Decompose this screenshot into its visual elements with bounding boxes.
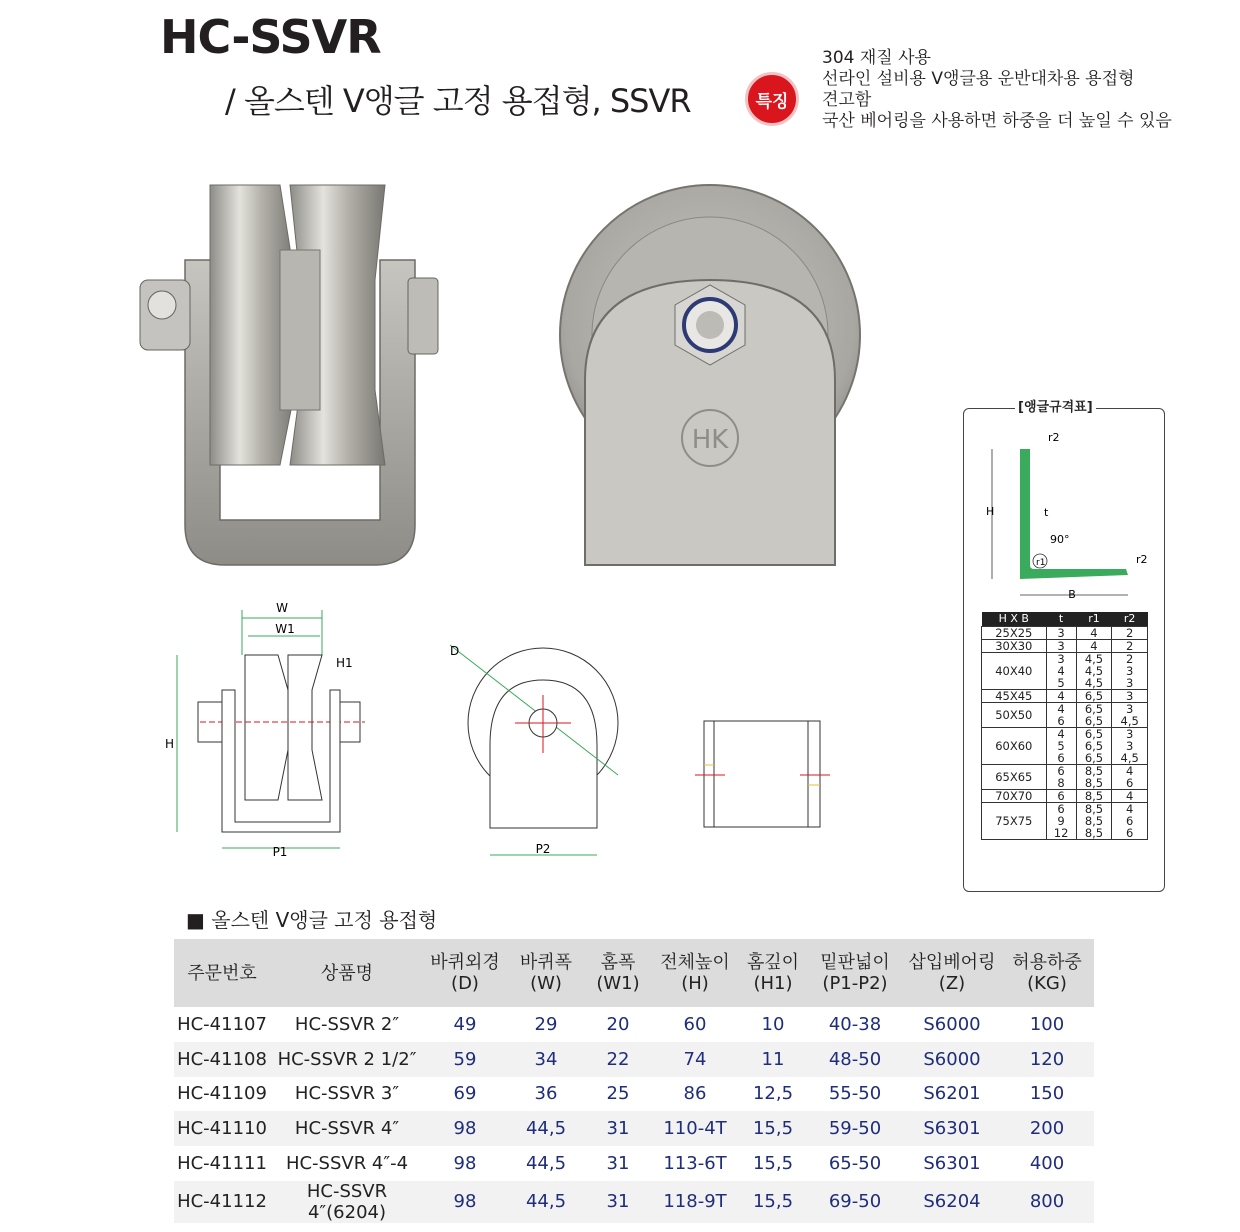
spec-r2-value: 3: [1125, 702, 1134, 716]
value-cell: 31: [586, 1181, 650, 1223]
spec-row: [982, 765, 1148, 790]
column-header-label: 밑판넓이: [820, 952, 890, 973]
value-cell: 15,5: [740, 1111, 806, 1146]
spec-size-cell: 70X70: [982, 790, 1047, 803]
spec-size-cell: 25X25: [982, 627, 1047, 640]
value-cell: 74: [650, 1042, 740, 1077]
spec-r1-value: 6,5: [1084, 689, 1104, 703]
table-row: [174, 1042, 1094, 1077]
product-name-cell: HC-SSVR 4″(6204): [270, 1181, 424, 1223]
column-header-label: 홈폭: [600, 952, 636, 973]
spec-r1-cell: [1076, 640, 1112, 653]
spec-r2-value: 2: [1125, 652, 1134, 666]
spec-r2-value: 4,5: [1120, 751, 1139, 765]
spec-t-cell: [1046, 653, 1076, 690]
column-header: [740, 939, 806, 1007]
angle-spec-title: [앵글규격표]: [1015, 396, 1096, 415]
table-row: [174, 1146, 1094, 1181]
spec-r1-cell: [1076, 653, 1112, 690]
product-name-cell: HC-SSVR 2 1/2″: [270, 1042, 424, 1077]
value-cell: 200: [1000, 1111, 1094, 1146]
angle-b-label: B: [1068, 588, 1076, 601]
order-code-cell: HC-41111: [177, 1153, 267, 1175]
angle-t-label: t: [1044, 506, 1049, 519]
value-cell: 60: [683, 1013, 707, 1035]
spec-r2-cell: [1112, 765, 1148, 790]
value-cell: 48-50: [806, 1042, 904, 1077]
spec-r2-value: 6: [1125, 776, 1134, 790]
spec-r2-value: 2: [1125, 626, 1134, 640]
value-cell: 29: [534, 1013, 558, 1035]
value-cell: 55-50: [828, 1083, 882, 1105]
value-cell: 44,5: [506, 1111, 586, 1146]
dim-w1-label: W1: [275, 622, 295, 636]
feature-item: 국산 베어링을 사용하면 하중을 더 높일 수 있음: [822, 111, 1172, 131]
value-cell: S6204: [904, 1181, 1000, 1223]
value-cell: 36: [534, 1083, 558, 1105]
value-cell: 49: [453, 1013, 477, 1035]
column-header-label: 홈깊이: [746, 952, 800, 973]
value-cell: 69: [453, 1083, 477, 1105]
value-cell: 118-9T: [650, 1181, 740, 1223]
spec-t-value: 6: [1057, 751, 1065, 765]
column-header: [270, 939, 424, 1007]
angle-spec-body: [982, 627, 1148, 840]
column-header-unit: (P1-P2): [822, 973, 888, 994]
spec-r1-value: 6,5: [1084, 727, 1104, 741]
spec-r1-cell: [1076, 728, 1112, 765]
spec-r1-cell: [1076, 627, 1112, 640]
spec-size-cell: 75X75: [982, 803, 1047, 840]
spec-r2-cell: [1112, 728, 1148, 765]
spec-t-value: 5: [1057, 739, 1065, 753]
order-code-cell: HC-41108: [174, 1042, 270, 1077]
column-header: [174, 939, 270, 1007]
spec-row: [982, 790, 1148, 803]
value-cell: 20: [606, 1013, 630, 1035]
column-header: [1000, 939, 1094, 1007]
value-cell: 15,5: [752, 1153, 794, 1175]
dim-h1-label: H1: [336, 656, 353, 670]
value-cell: 98: [424, 1111, 506, 1146]
product-table-header: [174, 939, 1094, 1007]
value-cell: 65-50: [828, 1153, 882, 1175]
spec-r1-value: 4,5: [1084, 676, 1104, 690]
spec-size-cell: 30X30: [982, 640, 1047, 653]
spec-r1-value: 6,5: [1084, 751, 1104, 765]
spec-t-cell: [1046, 790, 1076, 803]
spec-t-value: 6: [1057, 789, 1065, 803]
value-cell: 11: [740, 1042, 806, 1077]
dim-d-label: D: [450, 644, 460, 658]
spec-row: [982, 703, 1148, 728]
value-cell: 150: [1029, 1083, 1065, 1105]
product-title: HC-SSVR: [160, 10, 381, 64]
value-cell: 22: [586, 1042, 650, 1077]
value-cell: 44,5: [506, 1181, 586, 1223]
value-cell: 44,5: [525, 1153, 567, 1175]
spec-r1-value: 8,5: [1084, 764, 1104, 778]
product-photo-side: [555, 180, 865, 570]
spec-header-hxb: H X B: [982, 612, 1047, 627]
spec-r1-cell: [1076, 703, 1112, 728]
drawing-side: [440, 635, 630, 865]
feature-item: 304 재질 사용: [822, 48, 931, 68]
dim-p2-label: P2: [535, 842, 551, 856]
order-code-cell: HC-41107: [177, 1013, 267, 1035]
spec-size-cell: 60X60: [982, 728, 1047, 765]
table-row: [174, 1111, 1094, 1146]
column-header-unit: (D): [451, 973, 479, 994]
spec-size-cell: 40X40: [982, 653, 1047, 690]
column-header: [506, 939, 586, 1007]
spec-header-t: t: [1046, 612, 1076, 627]
spec-t-value: 4: [1057, 727, 1065, 741]
value-cell: S6301: [904, 1111, 1000, 1146]
spec-t-cell: [1046, 803, 1076, 840]
drawing-base: [690, 715, 835, 835]
value-cell: 12,5: [752, 1083, 794, 1105]
value-cell: S6301: [923, 1153, 981, 1175]
spec-r2-cell: [1112, 703, 1148, 728]
spec-t-value: 6: [1057, 714, 1065, 728]
spec-t-value: 3: [1057, 626, 1065, 640]
spec-r1-cell: [1076, 690, 1112, 703]
spec-t-value: 4: [1057, 702, 1065, 716]
product-photo-front: [130, 180, 450, 570]
angle-90-label: 90°: [1050, 533, 1070, 546]
column-header-label: 전체높이: [660, 952, 730, 973]
value-cell: 86: [683, 1083, 707, 1105]
column-header: [650, 939, 740, 1007]
spec-r1-cell: [1076, 765, 1112, 790]
spec-r2-cell: [1112, 653, 1148, 690]
spec-t-value: 8: [1057, 776, 1065, 790]
spec-r2-value: 4: [1125, 789, 1134, 803]
spec-t-value: 3: [1057, 652, 1065, 666]
column-header-unit: (KG): [1027, 973, 1067, 994]
spec-r1-value: 4,5: [1084, 652, 1104, 666]
spec-r2-value: 4,5: [1120, 714, 1139, 728]
column-header: [586, 939, 650, 1007]
spec-r1-value: 4: [1090, 626, 1098, 640]
column-header: [424, 939, 506, 1007]
hk-logo: HK: [691, 425, 729, 455]
feature-item: 견고함: [822, 90, 872, 110]
spec-t-value: 3: [1057, 639, 1065, 653]
angle-r2-top: r2: [1048, 431, 1060, 444]
spec-header-r1: r1: [1076, 612, 1112, 627]
product-name-cell: HC-SSVR 2″: [294, 1013, 400, 1035]
column-header: [806, 939, 904, 1007]
column-header-unit: (W): [530, 973, 562, 994]
value-cell: 113-6T: [663, 1153, 727, 1175]
feature-item: 선라인 설비용 V앵글용 운반대차용 용접형: [822, 69, 1135, 89]
value-cell: 800: [1000, 1181, 1094, 1223]
order-code-cell: HC-41110: [174, 1111, 270, 1146]
spec-r1-value: 8,5: [1084, 814, 1104, 828]
table-row: [174, 1181, 1094, 1223]
spec-size-cell: 50X50: [982, 703, 1047, 728]
spec-t-cell: [1046, 640, 1076, 653]
table-row: [174, 1007, 1094, 1042]
spec-t-cell: [1046, 627, 1076, 640]
spec-r2-value: 2: [1125, 639, 1134, 653]
value-cell: 98: [453, 1153, 477, 1175]
spec-t-value: 6: [1057, 802, 1065, 816]
spec-r2-value: 3: [1125, 676, 1134, 690]
spec-r2-value: 6: [1125, 814, 1134, 828]
spec-r1-value: 6,5: [1084, 714, 1104, 728]
spec-r2-value: 3: [1125, 689, 1134, 703]
column-header-label: 상품명: [320, 962, 374, 984]
spec-r1-cell: [1076, 790, 1112, 803]
column-header-label: 허용하중: [1012, 952, 1082, 973]
spec-t-cell: [1046, 728, 1076, 765]
value-cell: 100: [1029, 1013, 1065, 1035]
column-header-label: 주문번호: [187, 962, 257, 984]
spec-row: [982, 640, 1148, 653]
value-cell: S6000: [904, 1042, 1000, 1077]
spec-header-r2: r2: [1112, 612, 1148, 627]
value-cell: S6201: [923, 1083, 981, 1105]
spec-r1-value: 6,5: [1084, 739, 1104, 753]
angle-diagram: [968, 425, 1160, 610]
drawing-front: [160, 600, 370, 860]
spec-row: [982, 690, 1148, 703]
spec-r1-value: 8,5: [1084, 802, 1104, 816]
spec-r1-cell: [1076, 803, 1112, 840]
column-header-unit: (Z): [938, 973, 966, 994]
value-cell: 59: [424, 1042, 506, 1077]
value-cell: 110-4T: [650, 1111, 740, 1146]
value-cell: 120: [1000, 1042, 1094, 1077]
value-cell: 69-50: [806, 1181, 904, 1223]
spec-r1-value: 4: [1090, 639, 1098, 653]
spec-t-value: 6: [1057, 764, 1065, 778]
spec-r2-cell: [1112, 790, 1148, 803]
spec-row: [982, 627, 1148, 640]
product-name-cell: HC-SSVR 4″-4: [285, 1153, 409, 1175]
spec-r2-value: 4: [1125, 764, 1134, 778]
table-row: [174, 1077, 1094, 1112]
spec-r1-value: 8,5: [1084, 776, 1104, 790]
order-code-cell: HC-41109: [177, 1083, 267, 1105]
product-table-body: [174, 1007, 1094, 1223]
value-cell: 10: [761, 1013, 785, 1035]
value-cell: 400: [1029, 1153, 1065, 1175]
angle-h-label: H: [986, 505, 995, 518]
spec-r1-value: 6,5: [1084, 702, 1104, 716]
angle-spec-table: [981, 612, 1148, 840]
spec-row: [982, 653, 1148, 690]
value-cell: 34: [506, 1042, 586, 1077]
spec-t-cell: [1046, 690, 1076, 703]
section-title: ■ 올스텐 V앵글 고정 용접형: [186, 908, 438, 932]
spec-r1-value: 8,5: [1084, 789, 1104, 803]
spec-r1-value: 8,5: [1084, 826, 1104, 840]
spec-r2-value: 4: [1125, 802, 1134, 816]
column-header-unit: (H): [681, 973, 709, 994]
spec-r2-cell: [1112, 640, 1148, 653]
value-cell: 40-38: [828, 1013, 882, 1035]
column-header-label: 바퀴외경: [430, 952, 500, 973]
spec-r2-cell: [1112, 627, 1148, 640]
column-header-unit: (W1): [596, 973, 640, 994]
value-cell: S6000: [923, 1013, 981, 1035]
value-cell: 98: [424, 1181, 506, 1223]
spec-r2-value: 6: [1125, 826, 1134, 840]
product-subtitle: / 올스텐 V앵글 고정 용접형, SSVR: [225, 82, 691, 120]
spec-t-value: 5: [1057, 676, 1065, 690]
angle-r2-side: r2: [1136, 553, 1148, 566]
column-header-unit: (H1): [753, 973, 793, 994]
spec-r2-value: 3: [1125, 664, 1134, 678]
column-header-label: 바퀴폭: [519, 952, 573, 973]
product-name-cell: HC-SSVR 3″: [294, 1083, 400, 1105]
dim-h-label: H: [165, 737, 175, 751]
value-cell: 31: [586, 1111, 650, 1146]
dim-p1-label: P1: [272, 845, 288, 859]
spec-row: [982, 803, 1148, 840]
spec-size-cell: 65X65: [982, 765, 1047, 790]
spec-t-cell: [1046, 765, 1076, 790]
spec-r2-cell: [1112, 690, 1148, 703]
spec-t-value: 4: [1057, 664, 1065, 678]
spec-size-cell: 45X45: [982, 690, 1047, 703]
angle-r1-label: r1: [1036, 558, 1046, 568]
value-cell: 59-50: [806, 1111, 904, 1146]
spec-t-value: 4: [1057, 689, 1065, 703]
spec-r2-value: 3: [1125, 727, 1134, 741]
value-cell: 25: [606, 1083, 630, 1105]
dim-w-label: W: [276, 601, 288, 615]
column-header: [904, 939, 1000, 1007]
feature-list: [822, 48, 1172, 132]
feature-badge: 특징: [745, 72, 799, 126]
spec-t-cell: [1046, 703, 1076, 728]
value-cell: 31: [606, 1153, 630, 1175]
product-name-cell: HC-SSVR 4″: [270, 1111, 424, 1146]
spec-r2-value: 3: [1125, 739, 1134, 753]
spec-t-value: 9: [1057, 814, 1065, 828]
value-cell: 15,5: [740, 1181, 806, 1223]
spec-r1-value: 4,5: [1084, 664, 1104, 678]
column-header-label: 삽입베어링: [908, 952, 996, 973]
product-table: [174, 939, 1094, 1223]
order-code-cell: HC-41112: [174, 1181, 270, 1223]
spec-r2-cell: [1112, 803, 1148, 840]
spec-row: [982, 728, 1148, 765]
spec-t-value: 12: [1053, 826, 1069, 840]
